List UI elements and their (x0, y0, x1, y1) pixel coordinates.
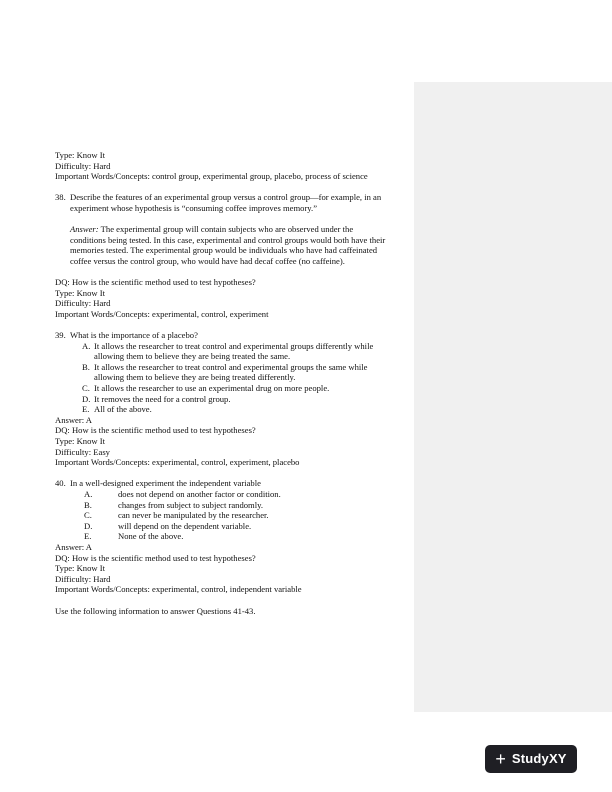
question-number: 38. (55, 192, 66, 203)
question-40 (55, 478, 410, 489)
question-39 (55, 330, 410, 341)
question-text-line: What is the importance of a placebo? (70, 330, 198, 341)
meta-type: Type: Know It (55, 287, 105, 298)
option-text: It allows the researcher to treat control and experimental groups the same while (94, 361, 368, 372)
instruction-text: Use the following information to answer Questions 41-43. (55, 605, 256, 616)
option-text: None of the above. (118, 531, 184, 542)
question-number: 39. (55, 330, 66, 341)
option-text: allowing them to believe they are being treated the same. (94, 351, 291, 362)
answer-line (70, 224, 410, 235)
answer-key: Answer: A (55, 541, 92, 552)
answer-text: The experimental group will contain subjects who are observed under the (98, 224, 354, 235)
option-text: allowing them to believe they are being treated differently. (94, 372, 296, 383)
option-c (55, 510, 410, 521)
question-38 (55, 192, 410, 266)
option-letter: E. (82, 404, 90, 415)
meta-concepts: Important Words/Concepts: experimental, control, experiment, placebo (55, 457, 300, 468)
meta-difficulty: Difficulty: Hard (55, 573, 111, 584)
meta-type: Type: Know It (55, 563, 105, 574)
option-text: It allows the researcher to treat control and experimental groups differently while (94, 340, 374, 351)
option-a (55, 341, 410, 362)
option-letter: E. (84, 531, 92, 542)
meta-concepts: Important Words/Concepts: experimental, control, experiment (55, 308, 269, 319)
option-text: It allows the researcher to use an experimental drug on more people. (94, 383, 330, 394)
meta-type: Type: Know It (55, 150, 105, 160)
plus-icon: + (495, 749, 506, 769)
answer-text: conditions being tested. In this case, experimental and control groups would both have their (70, 234, 386, 245)
dq-line: DQ: How is the scientific method used to test hypotheses? (55, 277, 256, 288)
document-page (55, 150, 410, 616)
option-letter: B. (82, 361, 90, 372)
dq-line: DQ: How is the scientific method used to test hypotheses? (55, 552, 256, 563)
option-text: can never be manipulated by the researcher. (118, 510, 269, 521)
option-e (55, 531, 410, 542)
studyxy-logo (485, 745, 577, 773)
meta-type: Type: Know It (55, 436, 105, 447)
meta-concepts: Important Words/Concepts: control group, experimental group, placebo, process of science (55, 171, 368, 182)
option-e (55, 404, 410, 415)
answer-key: Answer: A (55, 414, 92, 425)
option-letter: B. (84, 499, 92, 510)
meta-difficulty: Difficulty: Hard (55, 298, 111, 309)
option-letter: D. (84, 520, 93, 531)
answer-label: Answer: (70, 224, 99, 235)
meta-concepts: Important Words/Concepts: experimental, control, independent variable (55, 584, 302, 595)
option-text: changes from subject to subject randomly. (118, 499, 264, 510)
option-b (55, 500, 410, 511)
answer-text: memories tested. The experimental group would be individuals who have had caffeinated (70, 245, 378, 256)
option-c (55, 383, 410, 394)
option-d (55, 521, 410, 532)
option-letter: C. (84, 510, 92, 521)
option-letter: A. (82, 340, 91, 351)
option-letter: A. (84, 489, 93, 499)
brand-name: StudyXY (511, 751, 567, 766)
option-a (55, 489, 410, 500)
option-b (55, 362, 410, 383)
answer-text: coffee versus the control group, who would have had decaf coffee (no caffeine). (70, 255, 345, 266)
option-letter: D. (82, 393, 91, 404)
question-text-line: experiment whose hypothesis is “consuming coffee improves memory.” (70, 202, 318, 213)
question-number: 40. (55, 478, 66, 489)
dq-line: DQ: How is the scientific method used to test hypotheses? (55, 425, 256, 436)
question-text-line: Describe the features of an experimental group versus a control group—for example, in an (70, 192, 382, 203)
option-letter: C. (82, 383, 90, 394)
question-text-line: In a well-designed experiment the independent variable (70, 478, 261, 489)
option-d (55, 394, 410, 405)
meta-difficulty: Difficulty: Hard (55, 160, 111, 171)
option-text: will depend on the dependent variable. (118, 520, 252, 531)
option-text: All of the above. (94, 404, 152, 415)
meta-difficulty: Difficulty: Easy (55, 446, 110, 457)
option-text: It removes the need for a control group. (94, 393, 231, 404)
comment-sidebar (414, 82, 612, 712)
option-text: does not depend on another factor or condition. (118, 489, 281, 499)
